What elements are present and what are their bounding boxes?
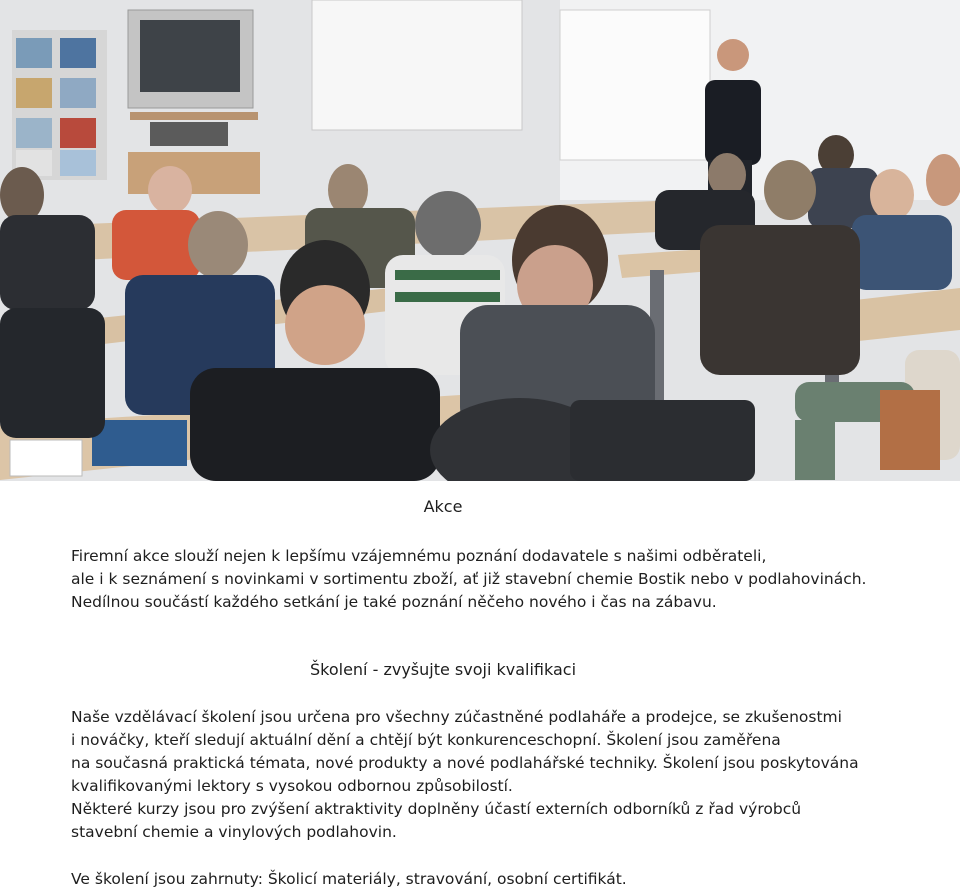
text-line: ale i k seznámení s novinkami v sortimentu zboží, ať již stavební chemie Bostik nebo v podlahovinách. (71, 570, 867, 588)
text-line: Firemní akce slouží nejen k lepšímu vzájemnému poznání dodavatele s našimi odběrateli, (71, 547, 767, 565)
text-line: Některé kurzy jsou pro zvýšení aktraktivity doplněny účastí externích odborníků z řad výrobců (71, 800, 802, 818)
skoleni-paragraph (71, 706, 931, 844)
included-items-line: Ve školení jsou zahrnuty: Školicí materiály, stravování, osobní certifikát. (71, 870, 627, 888)
section-heading-akce: Akce (423, 497, 463, 516)
text-line: stavební chemie a vinylových podlahovin. (71, 823, 397, 841)
text-line: na současná praktická témata, nové produkty a nové podlahářské techniky. Školení jsou poskytována (71, 754, 859, 772)
section-heading-skoleni: Školení - zvyšujte svoji kvalifikaci (309, 660, 577, 679)
text-line: kvalifikovanými lektory s vysokou odbornou způsobilostí. (71, 777, 513, 795)
text-line: Naše vzdělávací školení jsou určena pro všechny zúčastněné podlaháře a prodejce, se zkušenostmi (71, 708, 842, 726)
text-line: i nováčky, kteří sledují aktuální dění a chtějí být konkurenceschopní. Školení jsou zaměřena (71, 731, 781, 749)
text-line: Nedílnou součástí každého setkání je také poznání něčeho nového i čas na zábavu. (71, 593, 717, 611)
akce-paragraph (71, 545, 931, 614)
skoleni-footer (71, 868, 931, 891)
